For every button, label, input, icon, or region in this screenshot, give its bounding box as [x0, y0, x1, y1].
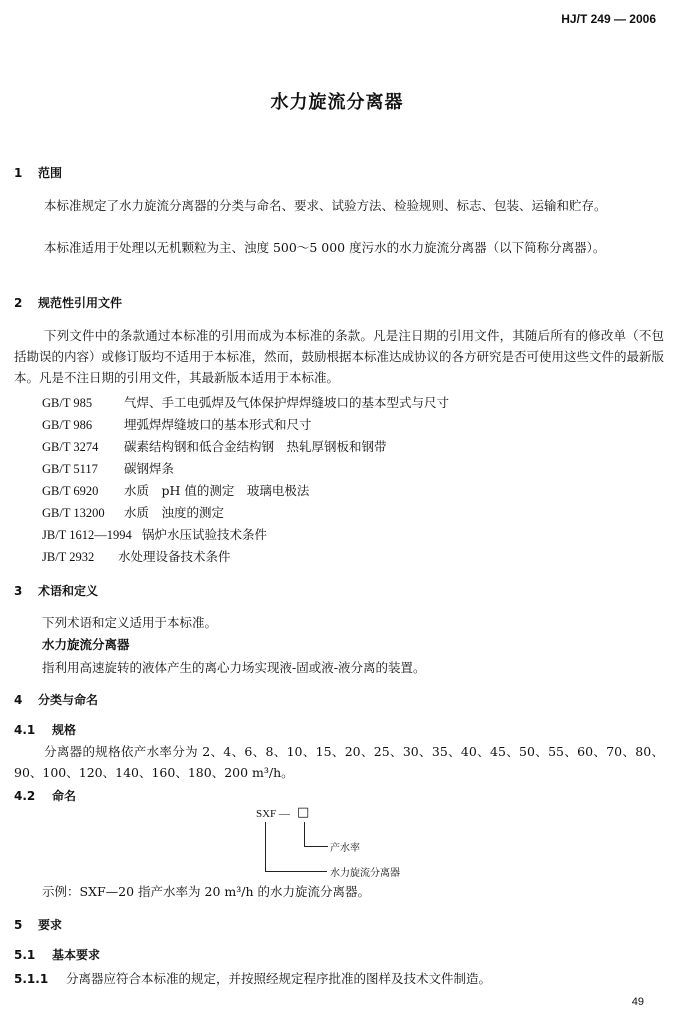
section-number: 2: [14, 296, 23, 310]
reference-item: [42, 525, 267, 543]
naming-example: 示例：SXF—20 指产水率为 20 m³/h 的水力旋流分离器。: [42, 884, 370, 899]
reference-title: 埋弧焊焊缝坡口的基本形式和尺寸: [124, 417, 312, 432]
document-title: 水力旋流分离器: [270, 92, 404, 113]
paragraph: 分离器的规格依产水率分为 2、4、6、8、10、15、20、25、30、35、40、45、50、55、60、70、80、90、100、120、140、160、180、200 m³/h。: [14, 744, 664, 780]
section-5-heading: [14, 916, 62, 933]
standard-code: HJ/T 249 — 2006: [561, 12, 656, 26]
clause-text: 分离器应符合本标准的规定，并按照经规定程序批准的图样及技术文件制造。: [66, 971, 492, 986]
reference-item: [42, 547, 231, 565]
reference-title: 碳素结构钢和低合金结构钢 热轧厚钢板和钢带: [124, 439, 387, 454]
reference-code: GB/T 985: [42, 396, 93, 410]
reference-title: 水处理设备技术条件: [118, 549, 231, 564]
section-3-heading: [14, 582, 98, 599]
reference-code: GB/T 6920: [42, 484, 99, 498]
clause-number: 5.1.1: [14, 972, 49, 986]
subsection-5-1-heading: [14, 946, 100, 963]
paragraph: 下列文件中的条款通过本标准的引用而成为本标准的条款。凡是注日期的引用文件，其随后所有的修改单（不包括勘误的内容）或修订版均不适用于本标准，然而，鼓励根据本标准达成协议的各方研究是否可使用这些文件的最新版本。凡是不注日期的引用文件，其最新版本适用于本标准。: [14, 328, 665, 385]
subsection-4-2-heading: [14, 787, 76, 804]
paragraph: 本标准规定了水力旋流分离器的分类与命名、要求、试验方法、检验规则、标志、包装、运输和贮存。: [44, 198, 607, 213]
section-1-heading: [14, 164, 62, 181]
reference-item: [42, 481, 309, 499]
reference-code: GB/T 3274: [42, 440, 99, 454]
paragraph: 下列术语和定义适用于本标准。: [42, 615, 218, 630]
section-title: 要求: [38, 918, 63, 932]
bracket-line: [265, 871, 327, 872]
reference-title: 碳钢焊条: [124, 461, 175, 476]
reference-item: [42, 415, 312, 433]
section-number: 5: [14, 918, 23, 932]
section-2-heading: [14, 294, 122, 311]
subsection-4-1-heading: [14, 721, 76, 738]
reference-item: [42, 459, 174, 477]
section-4-heading: [14, 691, 98, 708]
section-title: 术语和定义: [38, 584, 99, 598]
reference-item: [42, 503, 224, 521]
reference-title: 锅炉水压试验技术条件: [142, 527, 268, 542]
reference-code: GB/T 13200: [42, 506, 105, 520]
reference-title: 水质 浊度的测定: [124, 505, 225, 520]
paragraph: 本标准适用于处理以无机颗粒为主、浊度 500～5 000 度污水的水力旋流分离器（以下简称分离器）。: [44, 240, 606, 255]
subsection-title: 基本要求: [52, 948, 101, 962]
diagram-label-flow-rate: 产水率: [330, 843, 360, 854]
reference-title: 水质 pH 值的测定 玻璃电极法: [124, 483, 310, 498]
bracket-line: [304, 822, 305, 846]
section-number: 3: [14, 584, 23, 598]
placeholder-box: □: [297, 805, 310, 820]
section-title: 范围: [38, 166, 63, 180]
naming-code: SXF —: [256, 808, 290, 820]
bracket-line: [265, 822, 266, 872]
reference-code: JB/T 1612—1994: [42, 528, 132, 542]
reference-title: 气焊、手工电弧焊及气体保护焊焊缝坡口的基本型式与尺寸: [124, 395, 450, 410]
page-number: 49: [631, 996, 644, 1008]
term-definition: 指利用高速旋转的液体产生的离心力场实现液-固或液-液分离的装置。: [42, 660, 426, 675]
subsection-title: 命名: [52, 789, 77, 803]
subsection-number: 4.2: [14, 789, 36, 803]
section-title: 分类与命名: [38, 693, 99, 707]
section-number: 1: [14, 166, 23, 180]
term-name: 水力旋流分离器: [42, 637, 130, 652]
section-number: 4: [14, 693, 23, 707]
bracket-line: [304, 846, 328, 847]
subsection-title: 规格: [52, 723, 77, 737]
clause-5-1-1: [14, 969, 491, 987]
subsection-number: 5.1: [14, 948, 36, 962]
diagram-label-product-name: 水力旋流分离器: [330, 868, 400, 879]
reference-code: GB/T 5117: [42, 462, 98, 476]
reference-item: [42, 437, 387, 455]
subsection-number: 4.1: [14, 723, 36, 737]
reference-code: GB/T 986: [42, 418, 93, 432]
section-title: 规范性引用文件: [38, 296, 123, 310]
reference-item: [42, 393, 449, 411]
reference-code: JB/T 2932: [42, 550, 95, 564]
